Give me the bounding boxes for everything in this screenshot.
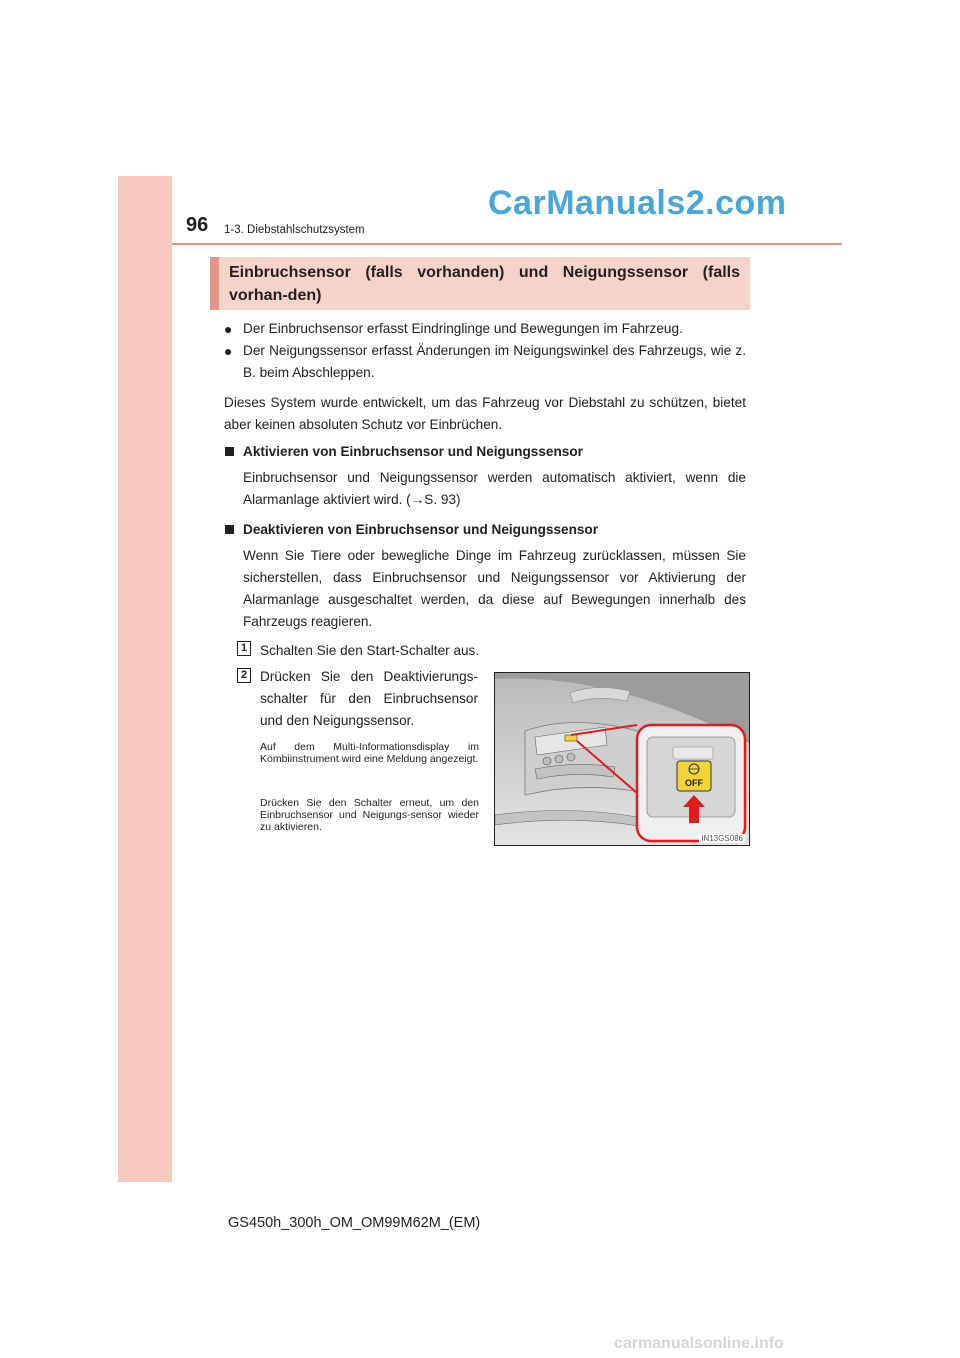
step-2-text xyxy=(260,666,478,732)
bullet-item xyxy=(224,318,746,340)
watermark-bottom[interactable]: carmanualsonline.info xyxy=(614,1335,784,1352)
header-rule xyxy=(172,243,842,245)
overhead-console-drawing xyxy=(495,673,749,845)
section-title: Einbruchsensor (falls vorhanden) und Neigungssensor (falls vorhan-den) xyxy=(210,257,750,310)
square-bullet-icon xyxy=(225,447,234,456)
subheading-deactivate xyxy=(224,519,746,541)
subheading-text: Deaktivieren von Einbruchsensor und Neigungssensor xyxy=(243,522,599,537)
bullet-text: Der Neigungssensor erfasst Änderungen im Neigungswinkel des Fahrzeugs, wie z. B. beim Abschleppen. xyxy=(243,343,746,380)
switch-illustration xyxy=(494,672,750,846)
bullet-dot-icon: ● xyxy=(224,321,233,337)
subheading-activate xyxy=(224,441,746,463)
activate-paragraph: Einbruchsensor und Neigungssensor werden automatisch aktiviert, wenn die Alarmanlage aktiviert wird. (→S. 93) xyxy=(243,470,746,507)
intro-paragraph: Dieses System wurde entwickelt, um das Fahrzeug vor Diebstahl zu schützen, bietet aber keinen absoluten Schutz vor Einbrüchen. xyxy=(224,395,746,432)
deactivate-paragraph: Wenn Sie Tiere oder bewegliche Dinge im Fahrzeug zurücklassen, müssen Sie sicherstellen, dass Einbruchsensor und Neigungssensor vor Aktivierung der Alarmanlage ausgeschaltet werden, da diese auf Bewegungen innerhalb des Fahrzeugs reagieren. xyxy=(243,548,746,629)
off-button-label: OFF xyxy=(685,778,703,788)
side-band xyxy=(118,176,172,1182)
step-2-line: Drücken Sie den Deaktivierungs- xyxy=(260,669,478,684)
bullet-item xyxy=(224,340,746,384)
section-label: 1-3. Diebstahlschutzsystem xyxy=(224,224,365,236)
step-1-text: Schalten Sie den Start-Schalter aus. xyxy=(260,643,480,658)
figure-code: IN13GS086 xyxy=(701,834,743,843)
step-2-line: schalter für den Einbruchsensor xyxy=(260,691,478,706)
bullet-text: Der Einbruchsensor erfasst Eindringlinge und Bewegungen im Fahrzeug. xyxy=(243,321,683,336)
step-2-line: und den Neigungssensor. xyxy=(260,713,415,728)
watermark-top[interactable]: CarManuals2.com xyxy=(488,184,787,222)
subheading-text: Aktivieren von Einbruchsensor und Neigungssensor xyxy=(243,444,583,459)
footer-model: GS450h_300h_OM_OM99M62M_(EM) xyxy=(228,1215,481,1231)
page-number: 96 xyxy=(186,214,209,236)
note-reactivate: Drücken Sie den Schalter erneut, um den Einbruchsensor und Neigungs-sensor wieder zu aktivieren. xyxy=(260,797,479,833)
bullet-dot-icon: ● xyxy=(224,343,233,359)
step-number-1: 1 xyxy=(237,641,251,656)
step-number-2: 2 xyxy=(237,668,251,683)
square-bullet-icon xyxy=(225,525,234,534)
note-message: Auf dem Multi-Informationsdisplay im Kombiinstrument wird eine Meldung angezeigt. xyxy=(260,741,479,765)
